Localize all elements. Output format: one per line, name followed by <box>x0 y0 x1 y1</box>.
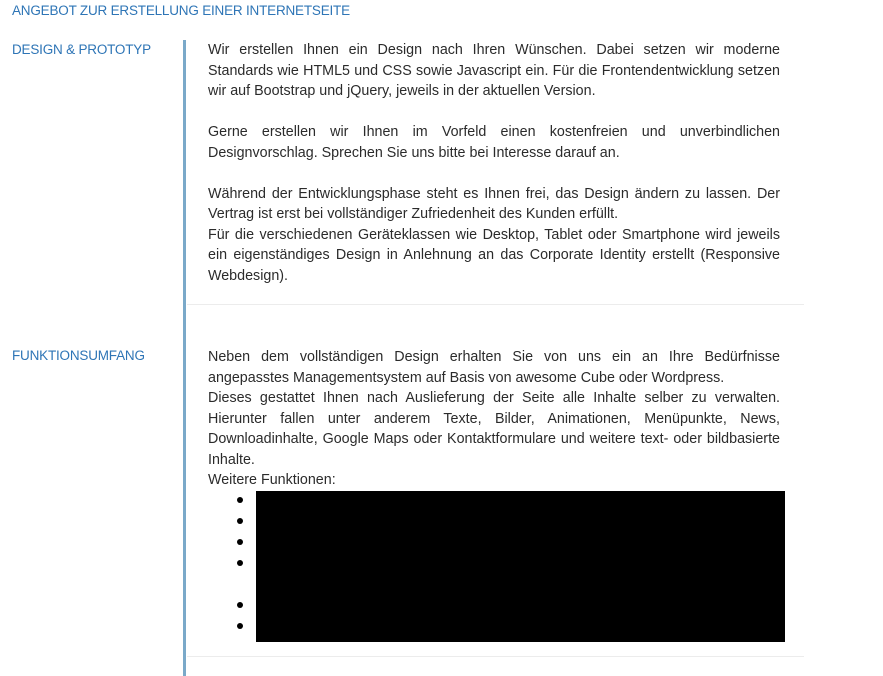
bullet-icon <box>237 539 243 545</box>
section-separator <box>187 304 804 305</box>
section-body-design <box>208 40 780 286</box>
section-body-funktionsumfang <box>208 347 780 491</box>
section-heading-funktionsumfang: FUNKTIONSUMFANG <box>12 348 145 363</box>
paragraph: Gerne erstellen wir Ihnen im Vorfeld einen kostenfreien und unverbindlichen Designvorschlag. Sprechen Sie uns bitte bei Interesse darauf an. <box>208 124 780 161</box>
bullet-icon <box>237 497 243 503</box>
section-separator <box>187 656 804 657</box>
bullet-icon <box>237 602 243 608</box>
paragraph: Für die verschiedenen Geräteklassen wie Desktop, Tablet oder Smartphone wird jeweils ein eigenständiges Design in Anlehnung an das Corporate Identity erstellt (Responsive Webdesign). <box>208 226 780 284</box>
paragraph: Neben dem vollständigen Design erhalten Sie von uns ein an Ihre Bedürfnisse angepasstes Managementsystem auf Basis von awesome Cube oder Wordpress. <box>208 349 780 386</box>
redacted-block <box>256 491 785 642</box>
section-heading-design: DESIGN & PROTOTYP <box>12 42 151 57</box>
bullet-icon <box>237 518 243 524</box>
page-title: ANGEBOT ZUR ERSTELLUNG EINER INTERNETSEITE <box>12 3 350 18</box>
vertical-divider <box>183 40 186 676</box>
bullet-icon <box>237 623 243 629</box>
paragraph: Weitere Funktionen: <box>208 472 336 488</box>
bullet-icon <box>237 560 243 566</box>
paragraph: Wir erstellen Ihnen ein Design nach Ihren Wünschen. Dabei setzen wir moderne Standards wie HTML5 und CSS sowie Javascript ein. Für die Frontendentwicklung setzen wir auf Bootstrap und jQuery, jeweils in der aktuellen Version. <box>208 42 780 99</box>
paragraph: Während der Entwicklungsphase steht es Ihnen frei, das Design ändern zu lassen. Der Vertrag ist erst bei vollständiger Zufriedenheit des Kunden erfüllt. <box>208 185 780 222</box>
paragraph: Dieses gestattet Ihnen nach Auslieferung der Seite alle Inhalte selber zu verwalten. Hierunter fallen unter anderem Texte, Bilder, Animationen, Menüpunkte, News, Downloadinhalte, Google Maps oder Kontaktformulare und weitere text- oder bildbasierte Inhalte. <box>208 390 780 468</box>
